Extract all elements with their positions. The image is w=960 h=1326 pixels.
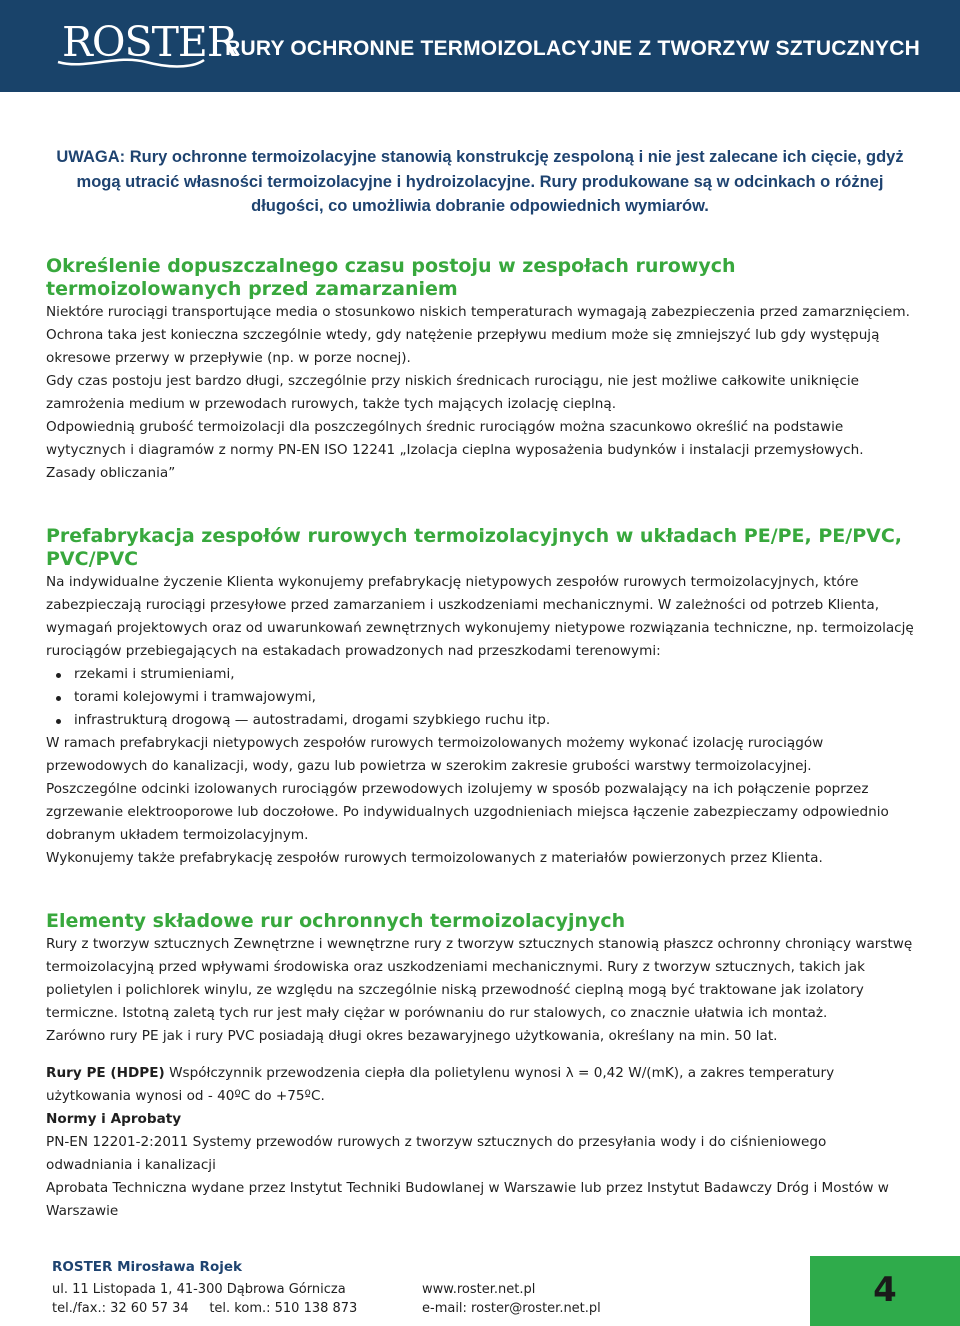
notice-line: UWAGA: Rury ochronne termoizolacyjne stanowią konstrukcję zespoloną i nie jest zalecane ich cięcie, gdyż	[56, 148, 904, 166]
company-name: ROSTER Mirosława Rojek	[52, 1259, 242, 1275]
list-item: infrastrukturą drogową — autostradami, drogami szybkiego ruchu itp.	[74, 709, 916, 732]
pe-text: Współczynnik przewodzenia ciepła dla polietylenu wynosi λ = 0,42 W/(mK), a zakres temperatury użytkowania wynosi od - 40ºC do +75ºC.	[46, 1065, 835, 1104]
page-header	[0, 0, 960, 92]
notice-line: mogą utracić własności termoizolacyjne i hydroizolacyjne. Rury produkowane są w odcinkach o różnej	[76, 172, 884, 191]
pe-label: Rury PE (HDPE)	[46, 1065, 165, 1081]
paragraph: Na indywidualne życzenie Klienta wykonujemy prefabrykację nietypowych zespołów rurowych termoizolacyjnych, które zabezpieczają rurociągi przesyłowe przed zamarzaniem i uszkodzeniami mechanicznymi. W zależności od potrzeb Klienta, wymagań projektowych oraz od uwarunkowań zewnętrznych wykonujemy nietypowe rozwiązania techniczne, np. termoizolację rurociągów przebiegających na estakadach prowadzonych nad przeszkodami terenowymi:	[46, 574, 914, 659]
company-address: ul. 11 Listopada 1, 41-300 Dąbrowa Górnicza	[52, 1282, 346, 1297]
company-phones: tel./fax.: 32 60 57 34 tel. kom.: 510 138 873	[52, 1301, 358, 1316]
paragraph	[46, 1062, 916, 1108]
paragraph: Aprobata Techniczna wydane przez Instytut Techniki Budowlanej w Warszawie lub przez Instytut Badawczy Dróg i Mostów w Warszawie	[46, 1180, 889, 1219]
paragraph: Rury z tworzyw sztucznych Zewnętrzne i wewnętrzne rury z tworzyw sztucznych stanowią płaszcz ochronny chroniący warstwę termoizolacyjną przed wpływami środowiska oraz uszkodzeniami mechanicznymi. Rury z tworzyw sztucznych, takich jak polietylen i polichlorek winylu, ze względu na szczególnie niską przewodność cieplną mogą być traktowane jak izolatory termiczne. Istotną zaletą tych rur jest mały ciężar w porównaniu do rur stalowych, co znacznie ułatwia ich montaż.	[46, 936, 913, 1021]
website-link[interactable]: www.roster.net.pl	[422, 1282, 536, 1297]
spacer	[46, 1048, 916, 1062]
paragraph: Gdy czas postoju jest bardzo długi, szczególnie przy niskich średnicach rurociągu, nie jest możliwe całkowite uniknięcie zamrożenia medium w przewodach rurowych, także tych mających izolację cieplną.	[46, 373, 860, 412]
page-number: 4	[873, 1270, 897, 1310]
bullet-list	[46, 663, 916, 732]
paragraph: Poszczególne odcinki izolowanych rurociągów przewodowych izolujemy w sposób pozwalający na ich połączenie poprzez zgrzewanie elektrooporowe lub doczołowe. Po indywidualnych uzgodnieniach miejsca łączenie zabezpieczamy odpowiednio dobranym układem termoizolacyjnym.	[46, 781, 889, 843]
section-title: Prefabrykacja zespołów rurowych termoizolacyjnych w układach PE/PE, PE/PVC, PVC/PVC	[46, 525, 903, 570]
page-number-box	[810, 1256, 960, 1326]
header-title: RURY OCHRONNE TERMOIZOLACYJNE Z TWORZYW SZTUCZNYCH	[225, 37, 920, 60]
paragraph: Niektóre rurociągi transportujące media o stosunkowo niskich temperaturach wymagają zabezpieczenia przed zamarznięciem. Ochrona taka jest konieczna szczególnie wtedy, gdy natężenie przepływu medium może się zmniejszyć lub gdy występują okresowe przerwy w przepływie (np. w porze nocnej).	[46, 304, 910, 366]
paragraph: PN-EN 12201-2:2011 Systemy przewodów rurowych z tworzyw sztucznych do przesyłania wody i do ciśnieniowego odwadniania i kanalizacji	[46, 1134, 827, 1173]
section-title: Określenie dopuszczalnego czasu postoju w zespołach rurowych termoizolowanych przed zamarzaniem	[46, 255, 736, 300]
section-title: Elementy składowe rur ochronnych termoizolacyjnych	[46, 910, 626, 932]
roster-logo: ROSTER	[62, 18, 237, 66]
paragraph: Odpowiednią grubość termoizolacji dla poszczególnych średnic rurociągów można szacunkowo określić na podstawie wytycznych i diagramów z normy PN-EN ISO 12241 „Izolacja cieplna wyposażenia budynków i instalacji przemysłowych. Zasady obliczania”	[46, 419, 864, 481]
list-item: torami kolejowymi i tramwajowymi,	[74, 686, 916, 709]
list-item: rzekami i strumieniami,	[74, 663, 916, 686]
paragraph: W ramach prefabrykacji nietypowych zespołów rurowych termoizolowanych możemy wykonać izolację rurociągów przewodowych do kanalizacji, wody, gazu lub powietrza w szerokim zakresie grubości warstwy termoizolacyjnej.	[46, 735, 824, 774]
notice-line: długości, co umożliwia dobranie odpowiednich wymiarów.	[251, 197, 709, 215]
logo-swoosh-icon	[56, 56, 206, 70]
norms-label: Normy i Aprobaty	[46, 1111, 182, 1127]
paragraph: Wykonujemy także prefabrykację zespołów rurowych termoizolowanych z materiałów powierzonych przez Klienta.	[46, 850, 823, 866]
warning-notice	[40, 145, 920, 219]
paragraph: Zarówno rury PE jak i rury PVC posiadają długi okres bezawaryjnego użytkowania, określany na min. 50 lat.	[46, 1028, 778, 1044]
email-link[interactable]: e-mail: roster@roster.net.pl	[422, 1301, 601, 1316]
main-content	[46, 255, 916, 1223]
